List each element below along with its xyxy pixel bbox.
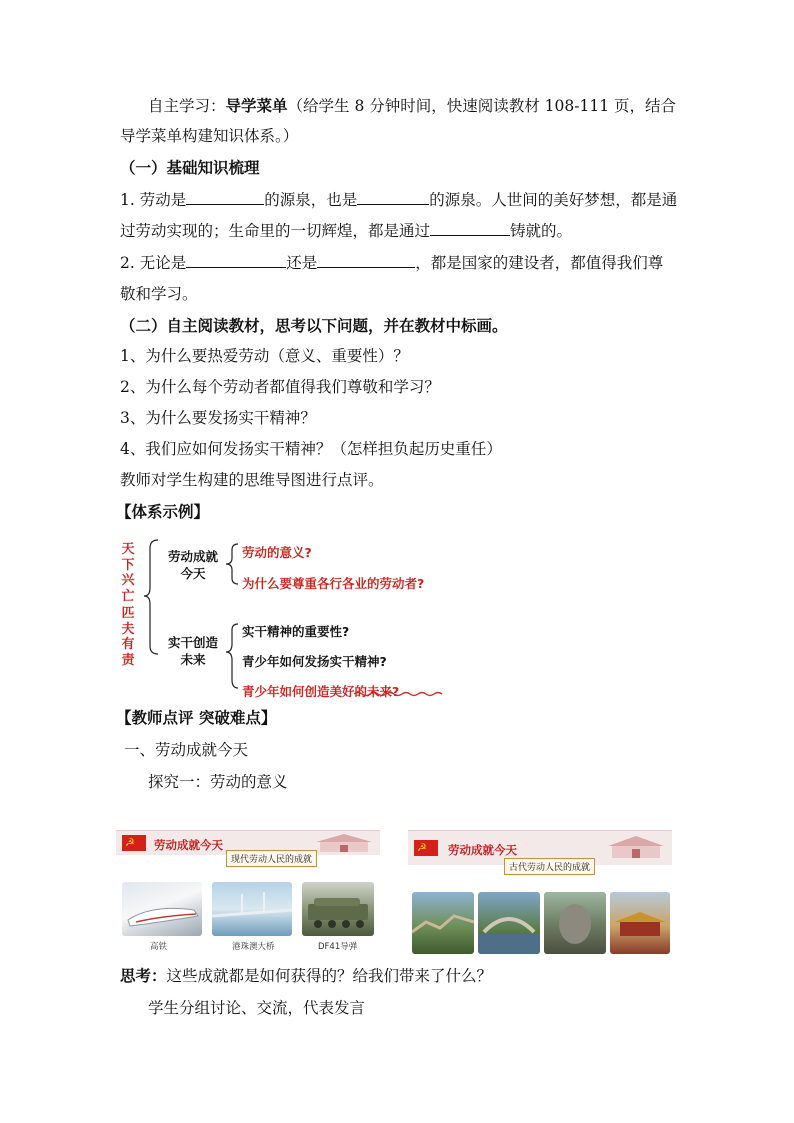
- section2-title: （二）自主阅读教材，思考以下问题，并在教材中标画。: [120, 316, 508, 335]
- q2-blank-1[interactable]: [186, 253, 286, 268]
- q1-text-c: 的源泉。人世间的美好梦想，都是通: [429, 191, 678, 209]
- branch2-label-line2: 未来: [180, 652, 206, 667]
- slide-right-tag: 古代劳动人民的成就: [504, 858, 595, 875]
- photo-missile: [302, 882, 374, 936]
- part1-title: 一、劳动成就今天: [124, 741, 249, 759]
- think-line: [120, 966, 492, 986]
- mind-map-root-col-2: 匹 夫 有 责: [121, 606, 135, 668]
- question1-line2: [120, 221, 572, 241]
- reading-question-1: 1、为什么要热爱劳动（意义、重要性）？: [120, 347, 409, 365]
- explore1-title: 探究一：劳动的意义: [148, 773, 288, 791]
- caption-high-speed-rail: 高铁: [150, 942, 168, 952]
- branch2-item-3: 青少年如何创造美好的未来?: [242, 684, 400, 699]
- branch2-label: [168, 634, 218, 668]
- caption-bridge: 港珠澳大桥: [232, 942, 275, 952]
- party-flag-icon-right: ☭: [414, 840, 438, 856]
- q2-text-b: 还是: [286, 254, 318, 272]
- branch1-label-line1: 劳动成就: [168, 549, 219, 564]
- intro-lead: 自主学习：: [148, 97, 226, 115]
- photo-great-wall: [412, 892, 474, 954]
- q2-blank-2[interactable]: [317, 253, 415, 268]
- branch1-label-line2: 今天: [180, 566, 206, 581]
- teacher-note: 教师对学生构建的思维导图进行点评。: [120, 471, 384, 489]
- reading-question-3: 3、为什么要发扬实干精神？: [120, 409, 316, 427]
- slide-left: [116, 828, 380, 956]
- branch1-label: [168, 548, 218, 582]
- question2-line1: [120, 253, 663, 273]
- question1-line1: [120, 190, 677, 210]
- gate-tower-icon-right: [604, 834, 668, 860]
- q2-text-a: 2. 无论是: [120, 254, 187, 272]
- branch2-item-1: 实干精神的重要性?: [242, 624, 350, 639]
- photo-stele: [544, 892, 606, 954]
- mind-map-root-col-1: 天 下 兴 亡: [121, 542, 135, 604]
- activity-line: 学生分组讨论、交流，代表发言: [148, 999, 366, 1017]
- q2-text-c: ，都是国家的建设者，都值得我们尊: [415, 254, 664, 272]
- teacher-review-heading: 【教师点评 突破难点】: [116, 709, 277, 727]
- gate-tower-icon: [312, 832, 376, 854]
- caption-missile: DF41导弹: [318, 942, 358, 952]
- think-text: 这些成就都是如何获得的？给我们带来了什么？: [166, 967, 493, 985]
- slide-left-tag: 现代劳动人民的成就: [226, 850, 317, 867]
- party-flag-icon: ☭: [122, 835, 146, 851]
- photo-high-speed-rail: [122, 882, 202, 936]
- photo-palace: [610, 892, 670, 954]
- q1-blank-3[interactable]: [430, 221, 510, 236]
- branch1-item-2: 为什么要尊重各行各业的劳动者?: [242, 576, 425, 591]
- intro-line-1: [148, 96, 676, 116]
- photo-stone-bridge: [478, 892, 540, 954]
- reading-question-2: 2、为什么每个劳动者都值得我们尊敬和学习？: [120, 378, 440, 396]
- photo-bridge: [212, 882, 292, 936]
- q1-text-e: 铸就的。: [510, 222, 573, 240]
- think-label: 思考：: [120, 967, 167, 985]
- section1-title: （一）基础知识梳理: [120, 158, 260, 177]
- q1-blank-2[interactable]: [357, 190, 429, 205]
- intro-rest: （给学生 8 分钟时间，快速阅读教材 108-111 页，结合: [287, 97, 677, 115]
- intro-bold: 导学菜单: [225, 96, 288, 115]
- slide-right-title: 劳动成就今天: [448, 843, 517, 857]
- slide-right: [408, 828, 672, 956]
- q1-text-a: 1. 劳动是: [120, 191, 187, 209]
- reading-question-4: 4、我们应如何发扬实干精神？（怎样担负起历史重任）: [120, 440, 502, 458]
- branch2-item-2: 青少年如何发扬实干精神?: [242, 654, 387, 669]
- mind-map: [118, 536, 448, 704]
- q1-text-d: 过劳动实现的；生命里的一切辉煌，都是通过: [120, 222, 431, 240]
- branch2-label-line1: 实干创造: [168, 635, 219, 650]
- branch1-item-1: 劳动的意义?: [242, 545, 312, 560]
- question2-line2: 敬和学习。: [120, 285, 198, 303]
- intro-line-2: 导学菜单构建知识体系。）: [120, 127, 299, 145]
- q1-blank-1[interactable]: [186, 190, 264, 205]
- q1-text-b: 的源泉，也是: [264, 191, 358, 209]
- system-example-heading: 【体系示例】: [116, 503, 210, 521]
- slide-left-title: 劳动成就今天: [154, 838, 223, 852]
